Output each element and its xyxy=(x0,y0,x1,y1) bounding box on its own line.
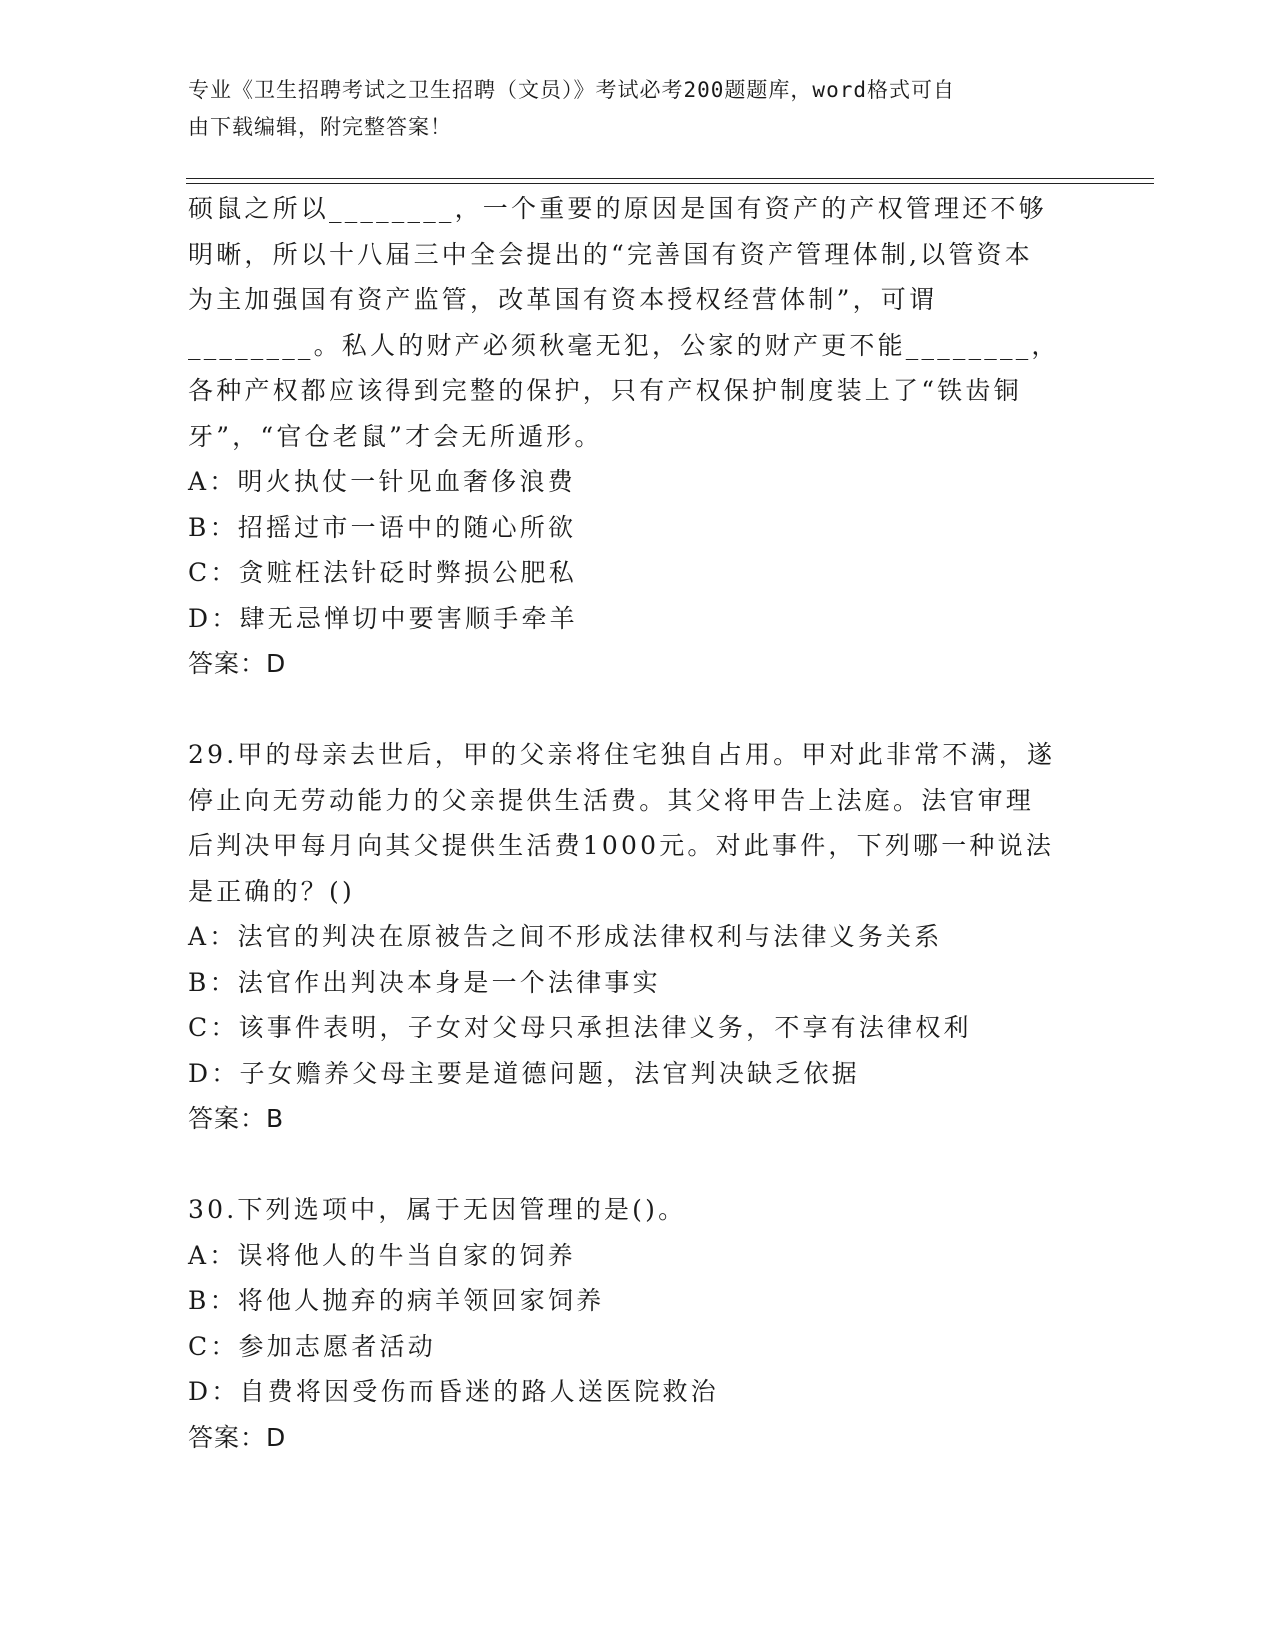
question-block xyxy=(188,1187,1088,1460)
option-c: C：贪赃枉法针砭时弊损公肥私 xyxy=(188,558,577,587)
question-list xyxy=(188,186,1088,1460)
question-stem-line: 硕鼠之所以________，一个重要的原因是国有资产的产权管理还不够 xyxy=(188,194,1047,223)
question-block xyxy=(188,732,1088,1142)
question-spacer xyxy=(188,1142,1088,1188)
question-stem-line: 停止向无劳动能力的父亲提供生活费。其父将甲告上法庭。法官审理 xyxy=(188,785,1035,815)
answer-line xyxy=(188,641,1088,687)
question-stem-line: 明晰，所以十八届三中全会提出的“完善国有资产管理体制,以管资本 xyxy=(188,239,1033,269)
option-a: A：明火执仗一针见血奢侈浪费 xyxy=(188,467,576,496)
option-c: C：参加志愿者活动 xyxy=(188,1331,436,1361)
option-d: D：自费将因受伤而昏迷的路人送医院救治 xyxy=(188,1377,719,1406)
question-spacer xyxy=(188,687,1088,733)
option-b: B：将他人抛弃的病羊领回家饲养 xyxy=(188,1286,605,1315)
option-d: D：肆无忌惮切中要害顺手牵羊 xyxy=(188,603,578,633)
header-line-1: 专业《卫生招聘考试之卫生招聘（文员）》考试必考200题题库，word格式可自 xyxy=(188,78,955,102)
header-divider-bottom xyxy=(186,183,1154,184)
option-b: B：招摇过市一语中的随心所欲 xyxy=(188,512,577,542)
header-divider-top xyxy=(186,178,1154,179)
question-stem-line: 各种产权都应该得到完整的保护，只有产权保护制度装上了“铁齿铜 xyxy=(188,376,1022,405)
question-block xyxy=(188,186,1088,687)
question-stem-line: ________。私人的财产必须秋毫无犯，公家的财产更不能________， xyxy=(188,330,1060,360)
answer-line xyxy=(188,1096,1088,1142)
option-b: B：法官作出判决本身是一个法律事实 xyxy=(188,967,661,997)
question-stem-line: 为主加强国有资产监管，改革国有资本授权经营体制”，可谓 xyxy=(188,285,938,314)
question-stem-line: 是正确的？() xyxy=(188,876,355,906)
header-line-2: 由下载编辑，附完整答案！ xyxy=(188,115,452,139)
option-a: A：法官的判决在原被告之间不形成法律权利与法律义务关系 xyxy=(188,922,943,951)
question-stem-line: 30.下列选项中，属于无因管理的是()。 xyxy=(188,1195,687,1224)
option-d: D：子女赡养父母主要是道德问题，法官判决缺乏依据 xyxy=(188,1058,860,1088)
option-c: C：该事件表明，子女对父母只承担法律义务，不享有法律权利 xyxy=(188,1013,972,1042)
option-a: A：误将他人的牛当自家的饲养 xyxy=(188,1240,576,1270)
question-stem-line: 后判决甲每月向其父提供生活费1000元。对此事件，下列哪一种说法 xyxy=(188,831,1055,860)
answer-label: 答案： xyxy=(188,649,267,678)
answer-line xyxy=(188,1415,1088,1461)
question-stem-line: 29.甲的母亲去世后，甲的父亲将住宅独自占用。甲对此非常不满，遂 xyxy=(188,740,1056,769)
question-stem-line: 牙”，“官仓老鼠”才会无所遁形。 xyxy=(188,421,603,451)
answer-value: D xyxy=(266,649,287,678)
answer-label: 答案： xyxy=(188,1422,267,1452)
answer-value: B xyxy=(266,1104,285,1133)
answer-value: D xyxy=(266,1422,287,1452)
document-header xyxy=(188,72,1068,146)
answer-label: 答案： xyxy=(188,1104,267,1133)
